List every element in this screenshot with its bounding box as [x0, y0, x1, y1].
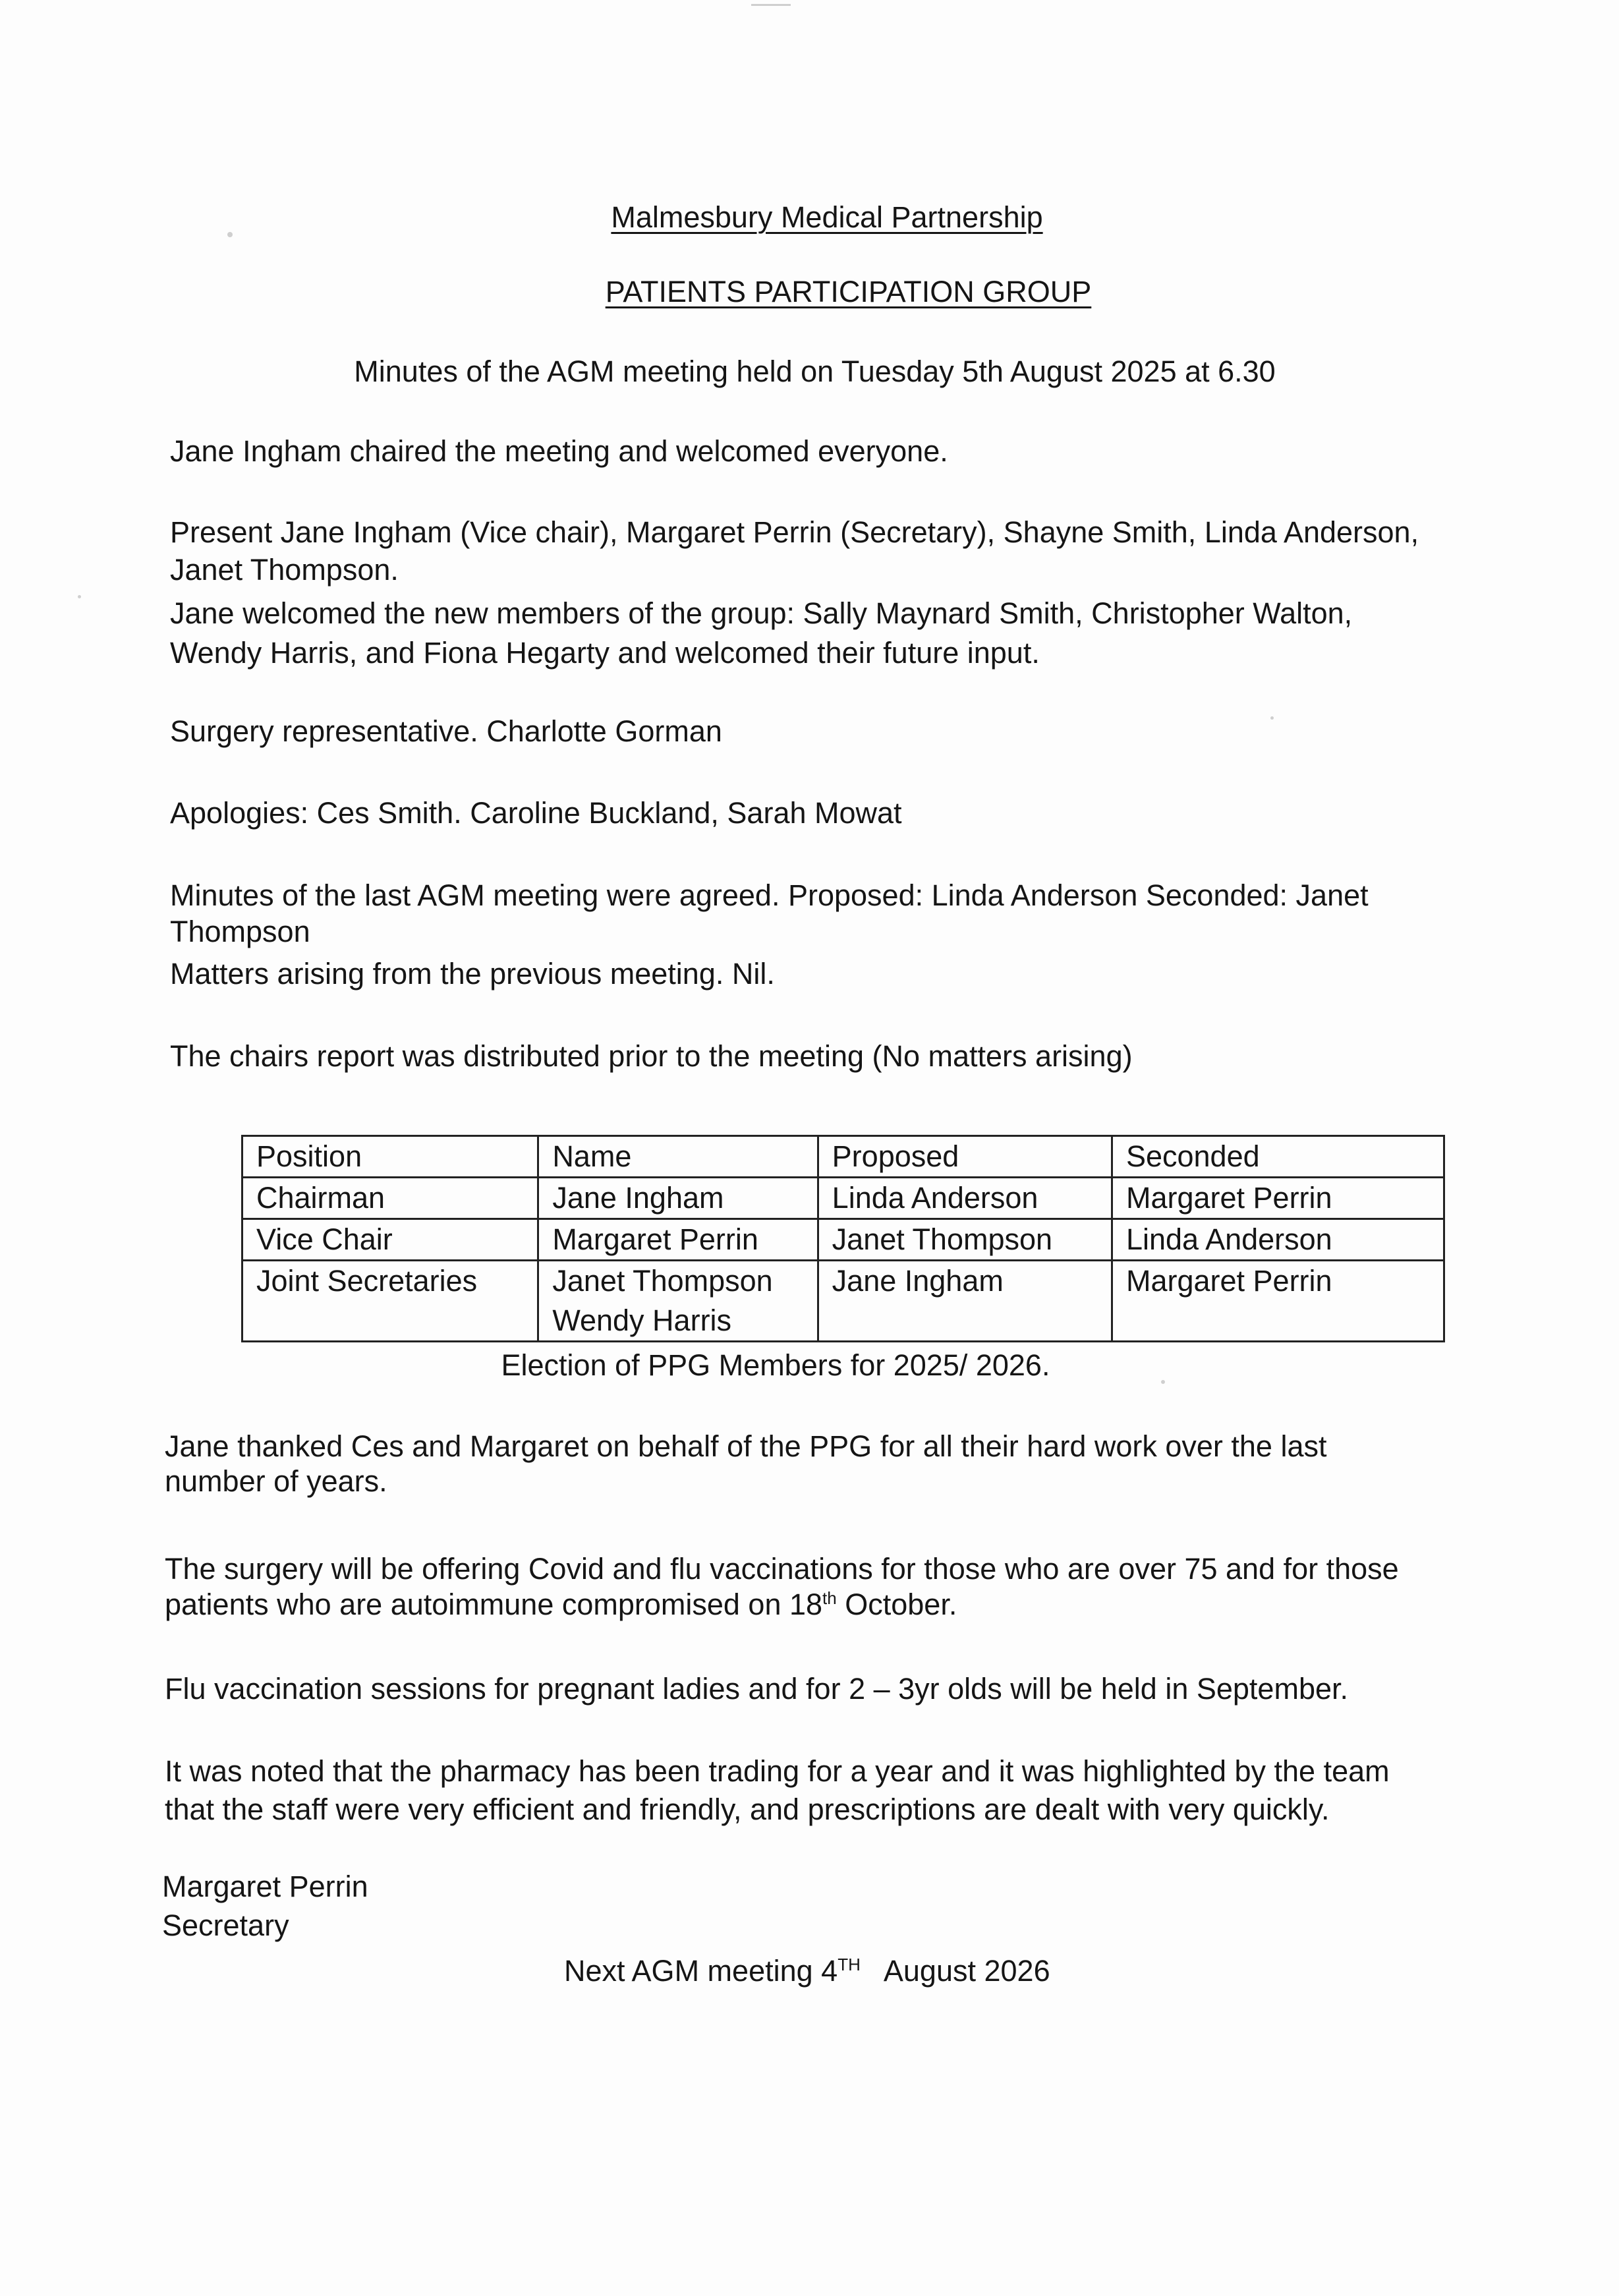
scan-speck [1270, 716, 1274, 720]
cell-name: Jane Ingham [538, 1178, 818, 1219]
chairs-report: The chairs report was distributed prior to the meeting (No matters arising) [170, 1039, 1133, 1073]
present-line-2: Janet Thompson. [170, 553, 399, 587]
cell-proposed: Linda Anderson [818, 1178, 1112, 1219]
vaccine-text: patients who are autoimmune compromised on 18 [165, 1588, 823, 1621]
signatory-role: Secretary [162, 1909, 289, 1942]
next-meeting-date: August 2026 [860, 1954, 1050, 1988]
meeting-title: Minutes of the AGM meeting held on Tuesday 5th August 2025 at 6.30 [354, 355, 1276, 388]
cell-name-line-1: Janet Thompson [552, 1264, 773, 1298]
vaccine-line-1: The surgery will be offering Covid and flu vaccinations for those who are over 75 and for those [165, 1552, 1399, 1586]
ordinal-suffix: th [822, 1588, 837, 1608]
cell-proposed: Janet Thompson [818, 1219, 1112, 1261]
cell-seconded: Margaret Perrin [1112, 1178, 1444, 1219]
apologies: Apologies: Ces Smith. Caroline Buckland, Sarah Mowat [170, 796, 902, 830]
pharmacy-line-2: that the staff were very efficient and friendly, and prescriptions are dealt with very quickly. [165, 1793, 1330, 1826]
org-name: Malmesbury Medical Partnership [611, 200, 1043, 234]
table-row [242, 1261, 1444, 1342]
scan-speck [751, 4, 791, 6]
election-table [241, 1135, 1445, 1342]
welcome-line-2: Wendy Harris, and Fiona Hegarty and welcomed their future input. [170, 636, 1040, 670]
next-meeting-text: Next AGM meeting 4 [564, 1954, 838, 1988]
pharmacy-line-1: It was noted that the pharmacy has been trading for a year and it was highlighted by the team [165, 1754, 1390, 1788]
cell-proposed: Jane Ingham [818, 1261, 1112, 1342]
thanks-line-2: number of years. [165, 1464, 387, 1498]
cell-seconded: Linda Anderson [1112, 1219, 1444, 1261]
cell-position: Vice Chair [242, 1219, 538, 1261]
minutes-line-2: Thompson [170, 915, 310, 948]
minutes-line-1: Minutes of the last AGM meeting were agreed. Proposed: Linda Anderson Seconded: Janet [170, 878, 1369, 912]
ordinal-suffix: TH [838, 1955, 861, 1974]
table-caption: Election of PPG Members for 2025/ 2026. [501, 1348, 1050, 1382]
cell-name-line-2: Wendy Harris [552, 1304, 732, 1337]
cell-position: Chairman [242, 1178, 538, 1219]
present-line-1: Present Jane Ingham (Vice chair), Margaret Perrin (Secretary), Shayne Smith, Linda Anderson, [170, 515, 1419, 549]
cell-position: Joint Secretaries [242, 1261, 538, 1342]
header-name: Name [538, 1136, 818, 1178]
cell-name [538, 1261, 818, 1342]
signatory-name: Margaret Perrin [162, 1870, 368, 1903]
cell-name: Margaret Perrin [538, 1219, 818, 1261]
header-proposed: Proposed [818, 1136, 1112, 1178]
chair-line: Jane Ingham chaired the meeting and welcomed everyone. [170, 434, 948, 468]
group-name: PATIENTS PARTICIPATION GROUP [605, 275, 1092, 308]
table-row [242, 1178, 1444, 1219]
next-meeting [564, 1952, 1050, 1990]
scan-speck [78, 595, 81, 598]
thanks-line-1: Jane thanked Ces and Margaret on behalf of the PPG for all their hard work over the last [165, 1429, 1327, 1463]
flu-sessions: Flu vaccination sessions for pregnant ladies and for 2 – 3yr olds will be held in September. [165, 1672, 1349, 1706]
header-seconded: Seconded [1112, 1136, 1444, 1178]
vaccine-month: October. [836, 1588, 957, 1621]
table-row [242, 1219, 1444, 1261]
surgery-representative: Surgery representative. Charlotte Gorman [170, 714, 722, 748]
vaccine-line-2 [165, 1586, 957, 1624]
matters-arising: Matters arising from the previous meeting. Nil. [170, 957, 775, 990]
table-header-row [242, 1136, 1444, 1178]
cell-seconded: Margaret Perrin [1112, 1261, 1444, 1342]
header-position: Position [242, 1136, 538, 1178]
welcome-line-1: Jane welcomed the new members of the group: Sally Maynard Smith, Christopher Walton, [170, 596, 1353, 630]
